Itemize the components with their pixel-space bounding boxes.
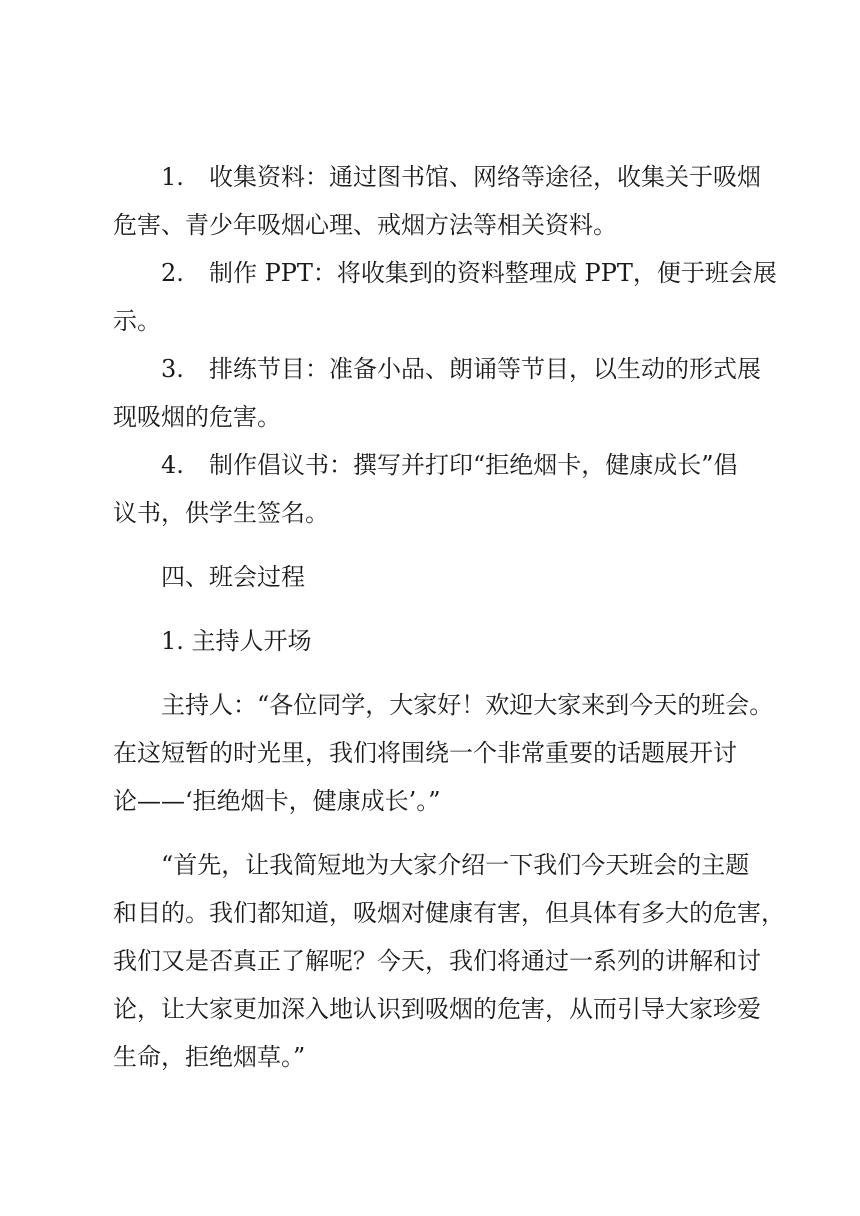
intro-speech-line-5: 生命，拒绝烟草。” (113, 1043, 306, 1071)
sub-heading: 1. 主持人开场 (161, 627, 312, 655)
list-item-text: 收集资料：通过图书馆、网络等途径，收集关于吸烟 (209, 163, 761, 191)
list-item-number: 2. (161, 259, 184, 287)
list-item-2-line-2: 示。 (113, 307, 161, 335)
intro-speech-line-2: 和目的。我们都知道，吸烟对健康有害，但具体有多大的危害， (113, 899, 785, 927)
list-item-2-line-1 (161, 258, 777, 288)
list-item-4-line-1 (161, 450, 738, 480)
list-item-text: 排练节目：准备小品、朗诵等节目，以生动的形式展 (209, 355, 761, 383)
list-item-number: 1. (161, 163, 184, 191)
list-item-text: 制作 PPT：将收集到的资料整理成 PPT，便于班会展 (209, 259, 777, 287)
list-item-3-line-2: 现吸烟的危害。 (113, 403, 281, 431)
list-item-3-line-1 (161, 354, 761, 384)
intro-speech-line-3: 我们又是否真正了解呢？今天，我们将通过一系列的讲解和讨 (113, 947, 761, 975)
section-heading: 四、班会过程 (161, 563, 305, 591)
host-speech-line-1: 主持人：“各位同学，大家好！欢迎大家来到今天的班会。 (161, 691, 774, 719)
list-item-number: 4. (161, 451, 184, 479)
host-speech-line-2: 在这短暂的时光里，我们将围绕一个非常重要的话题展开讨 (113, 739, 737, 767)
host-speech-line-3: 论——‘拒绝烟卡，健康成长’。” (113, 787, 441, 815)
intro-speech-line-4: 论，让大家更加深入地认识到吸烟的危害，从而引导大家珍爱 (113, 995, 761, 1023)
intro-speech-line-1: “首先，让我简短地为大家介绍一下我们今天班会的主题 (161, 851, 750, 879)
list-item-1-line-1 (161, 162, 761, 192)
list-item-1-line-2: 危害、青少年吸烟心理、戒烟方法等相关资料。 (113, 211, 617, 239)
list-item-4-line-2: 议书，供学生签名。 (113, 499, 329, 527)
list-item-number: 3. (161, 355, 184, 383)
list-item-text: 制作倡议书：撰写并打印“拒绝烟卡，健康成长”倡 (209, 451, 738, 479)
